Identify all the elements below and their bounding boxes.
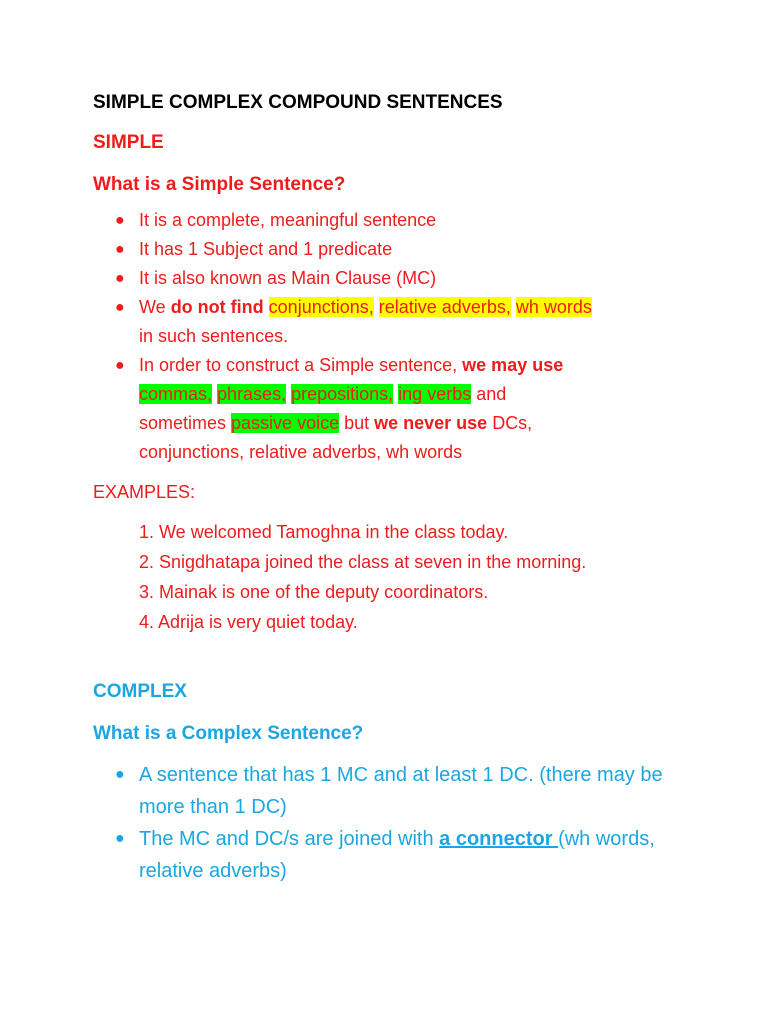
list-item: 2. Snigdhatapa joined the class at seven in the morning.	[139, 552, 587, 572]
examples-label: EXAMPLES:	[93, 482, 196, 502]
section-label-simple: SIMPLE	[93, 132, 164, 153]
list-item	[115, 206, 713, 235]
highlight-relative-adverbs: relative adverbs,	[378, 297, 511, 317]
list-item	[115, 235, 713, 264]
simple-bullet-list	[93, 206, 713, 467]
bold-phrase: we never use	[374, 413, 488, 433]
bullet-text: It is also known as Main Clause (MC)	[139, 268, 437, 288]
bullet-dot-icon: ●	[115, 299, 125, 316]
examples-list	[93, 517, 713, 637]
bullet-dot-icon: ●	[115, 212, 125, 229]
bullet-dot-icon: ●	[115, 766, 125, 783]
list-item	[115, 351, 713, 467]
list-item	[115, 759, 713, 823]
bullet-text: It is a complete, meaningful sentence	[139, 210, 437, 230]
list-item	[115, 293, 713, 351]
list-item: 4. Adrija is very quiet today.	[139, 612, 358, 632]
highlight-passive-voice: passive voice	[231, 413, 340, 433]
bullet-text-pre: We	[139, 297, 171, 317]
bullet-dot-icon: ●	[115, 241, 125, 258]
bullet-text: It has 1 Subject and 1 predicate	[139, 239, 393, 259]
highlight-commas: commas,	[139, 384, 213, 404]
bullet-dot-icon: ●	[115, 830, 125, 847]
highlight-ing-verbs: ing verbs	[398, 384, 472, 404]
list-item: 3. Mainak is one of the deputy coordinators.	[139, 582, 489, 602]
sometimes-text: sometimes	[139, 413, 232, 433]
question-simple: What is a Simple Sentence?	[93, 174, 346, 195]
list-item: 1. We welcomed Tamoghna in the class today.	[139, 522, 509, 542]
but-text: but	[339, 413, 375, 433]
bullet-text-post: (wh words, relative adverbs)	[139, 828, 655, 882]
bullet-text-pre: In order to construct a Simple sentence,	[139, 355, 463, 375]
bullet-text-post: DCs,	[487, 413, 533, 433]
highlight-prepositions: prepositions,	[291, 384, 394, 404]
list-item	[115, 264, 713, 293]
connector-phrase: a connector	[439, 828, 559, 850]
bullet-text-line4: conjunctions, relative adverbs, wh words	[139, 442, 463, 462]
complex-bullet-list	[93, 759, 713, 887]
bold-phrase: do not find	[170, 297, 264, 317]
bullet-dot-icon: ●	[115, 270, 125, 287]
section-label-complex: COMPLEX	[93, 681, 187, 702]
highlight-conjunctions: conjunctions,	[268, 297, 374, 317]
document-title: SIMPLE COMPLEX COMPOUND SENTENCES	[93, 92, 503, 113]
document-page	[93, 88, 713, 887]
highlight-wh-words: wh words	[515, 297, 592, 317]
bullet-text: A sentence that has 1 MC and at least 1 DC. (there may be more than 1 DC)	[139, 764, 663, 818]
bullet-dot-icon: ●	[115, 357, 125, 374]
list-item	[115, 823, 713, 887]
bullet-text-post: in such sentences.	[139, 326, 289, 346]
highlight-phrases: phrases,	[217, 384, 287, 404]
and-text: and	[471, 384, 507, 404]
question-complex: What is a Complex Sentence?	[93, 723, 364, 744]
bold-phrase: we may use	[462, 355, 564, 375]
bullet-text-pre: The MC and DC/s are joined with	[139, 828, 440, 850]
spacer-text	[264, 297, 269, 317]
